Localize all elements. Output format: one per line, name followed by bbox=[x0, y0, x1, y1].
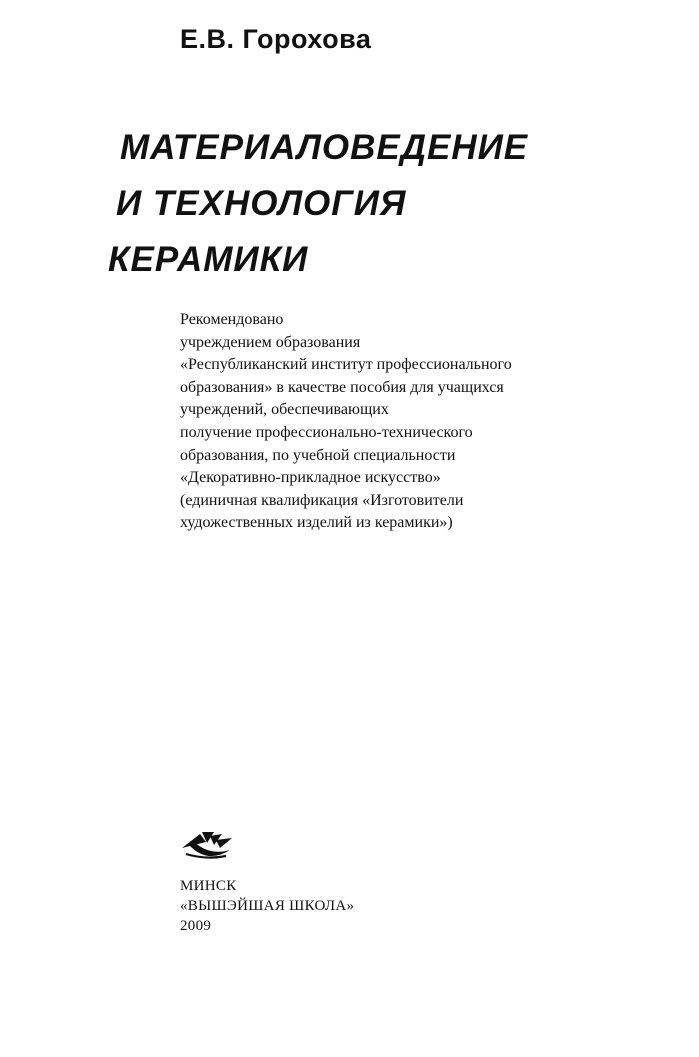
approval-line: образования, по учебной специальности bbox=[180, 446, 456, 464]
approval-line: (единичная квалификация «Изготовители bbox=[180, 491, 464, 509]
book-title-line-3: КЕРАМИКИ bbox=[108, 240, 309, 279]
publication-year: 2009 bbox=[180, 918, 212, 934]
approval-line: Рекомендовано bbox=[180, 311, 284, 328]
book-title bbox=[108, 120, 528, 288]
approval-line: «Декоративно-прикладное искусство» bbox=[180, 469, 441, 487]
approval-line: получение профессионально-технического bbox=[180, 423, 473, 441]
approval-statement bbox=[180, 309, 512, 535]
publisher-block bbox=[180, 830, 354, 936]
approval-line: «Республиканский институт профессионального bbox=[180, 356, 512, 374]
book-title-line-1: МАТЕРИАЛОВЕДЕНИЕ bbox=[120, 128, 529, 167]
publisher-logo-icon bbox=[180, 830, 236, 864]
approval-line: учреждений, обеспечивающих bbox=[180, 401, 389, 419]
publisher-city: МИНСК bbox=[180, 878, 237, 894]
book-title-line-2: И ТЕХНОЛОГИЯ bbox=[116, 184, 407, 223]
approval-line: художественных изделий из керамики») bbox=[180, 514, 453, 532]
approval-line: образования» в качестве пособия для учащихся bbox=[180, 378, 504, 396]
publisher-name: «ВЫШЭЙШАЯ ШКОЛА» bbox=[180, 898, 355, 914]
approval-line: учреждением образования bbox=[180, 333, 361, 351]
author-name: Е.В. Горохова bbox=[180, 24, 372, 54]
